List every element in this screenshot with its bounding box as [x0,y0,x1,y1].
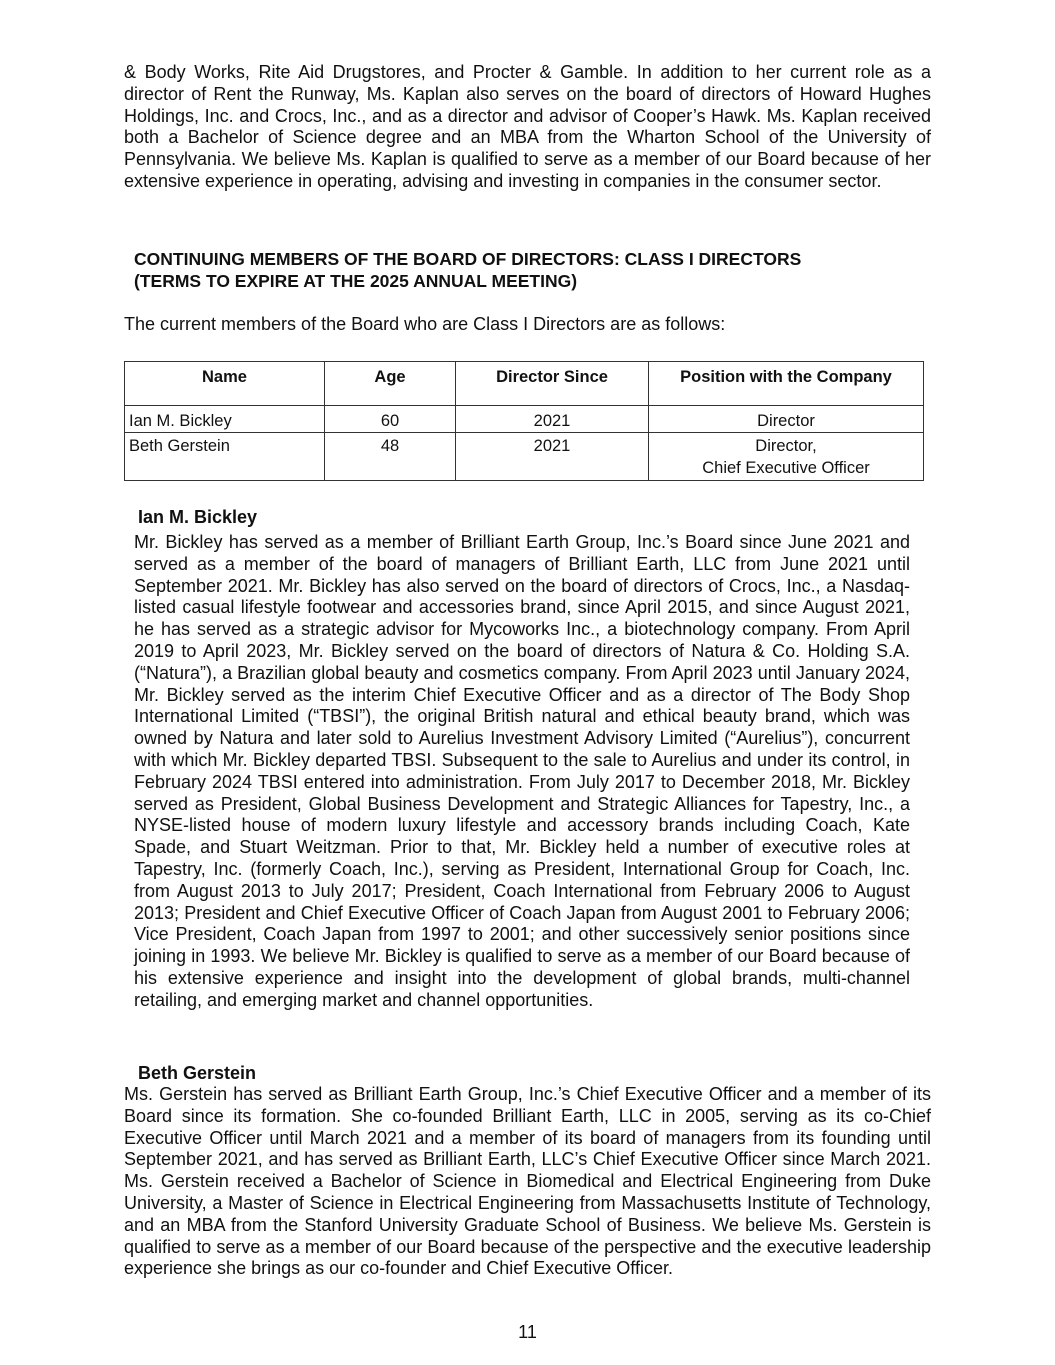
kaplan-bio-continued: & Body Works, Rite Aid Drugstores, and Procter & Gamble. In addition to her current role as a director of Rent the Runway, Ms. Kaplan also serves on the board of directors of Howard Hughes Holdings, Inc. and Crocs, Inc., and as a director and advisor of Cooper’s Hawk. Ms. Kaplan received both a Bachelor of Science degree and an MBA from the Wharton School of the University of Pennsylvania. We believe Ms. Kaplan is qualified to serve as a member of our Board because of her extensive experience in operating, advising and investing in companies in the consumer sector. [124,62,931,191]
bickley-bio: Mr. Bickley has served as a member of Brilliant Earth Group, Inc.’s Board since June 2021 and served as a member of the board of managers of Brilliant Earth, LLC from June 2021 until September 2021. Mr. Bickley has also served on the board of directors of Crocs, Inc., a Nasdaq-listed casual lifestyle footwear and accessories brand, since April 2015, and since August 2021, he has served as a strategic advisor for Mycoworks Inc., a biotechnology company. From April 2019 to April 2023, Mr. Bickley served on the board of directors of Natura & Co. Holding S.A. (“Natura”), a Brazilian global beauty and cosmetics company. From April 2023 until January 2024, Mr. Bickley served as the interim Chief Executive Officer and as a director of The Body Shop International Limited (“TBSI”), the original British natural and ethical beauty brand, which was owned by Natura and later sold to Aurelius Investment Advisory Limited (“Aurelius”), concurrent with which Mr. Bickley departed TBSI. Subsequent to the sale to Aurelius and under its control, in February 2024 TBSI entered into administration. From July 2017 to December 2018, Mr. Bickley served as President, Global Business Development and Strategic Alliances for Tapestry, Inc., a NYSE-listed house of modern luxury lifestyle and accessory brands including Coach, Kate Spade, and Stuart Weitzman. Prior to that, Mr. Bickley held a number of executive roles at Tapestry, Inc. (formerly Coach, Inc.), serving as President, International Group for Coach, Inc. from August 2013 to July 2017; President, Coach International from February 2006 to August 2013; President and Chief Executive Officer of Coach Japan from August 2001 to February 2006; Vice President, Coach Japan from 1997 to 2001; and other successively senior positions since joining in 1993. We believe Mr. Bickley is qualified to serve as a member of our Board because of his extensive experience and insight into the development of global brands, multi-channel retailing, and emerging market and channel opportunities. [134,532,910,1010]
header-age: Age [325,362,456,406]
section-intro: The current members of the Board who are Class I Directors are as follows: [124,314,726,334]
cell-position [649,433,924,481]
section-heading-line2: (TERMS TO EXPIRE AT THE 2025 ANNUAL MEETING) [134,271,578,291]
cell-name: Beth Gerstein [125,433,325,481]
gerstein-bio: Ms. Gerstein has served as Brilliant Earth Group, Inc.’s Chief Executive Officer and a member of its Board since its formation. She co-founded Brilliant Earth, LLC in 2005, serving as its co-Chief Executive Officer until March 2021 and a member of its board of managers from its founding until September 2021, and has served as Brilliant Earth, LLC’s Chief Executive Officer since March 2021. Ms. Gerstein received a Bachelor of Science in Biomedical and Electrical Engineering from Duke University, a Master of Science in Electrical Engineering from Massachusetts Institute of Technology, and an MBA from the Stanford University Graduate School of Business. We believe Ms. Gerstein is qualified to serve as a member of our Board because of the perspective and the executive leadership experience she brings as our co-founder and Chief Executive Officer. [124,1084,931,1279]
cell-age: 48 [325,433,456,481]
cell-age: 60 [325,406,456,433]
bickley-name-heading: Ian M. Bickley [138,507,258,527]
cell-position [649,406,924,433]
header-name: Name [125,362,325,406]
table-header-row [125,362,924,406]
cell-name: Ian M. Bickley [125,406,325,433]
table-row [125,406,924,433]
class-i-directors-table [124,361,924,481]
table-row [125,433,924,481]
cell-position-line1: Director [757,412,815,430]
cell-director-since: 2021 [456,406,649,433]
gerstein-name-heading: Beth Gerstein [138,1063,257,1083]
section-heading [134,248,914,292]
header-position: Position with the Company [649,362,924,406]
cell-position-line2: Chief Executive Officer [702,459,870,477]
section-heading-line1: CONTINUING MEMBERS OF THE BOARD OF DIRECTORS: CLASS I DIRECTORS [134,249,802,269]
header-director-since: Director Since [456,362,649,406]
page-number: 11 [518,1322,537,1342]
cell-position-line1: Director, [755,437,817,455]
cell-director-since: 2021 [456,433,649,481]
